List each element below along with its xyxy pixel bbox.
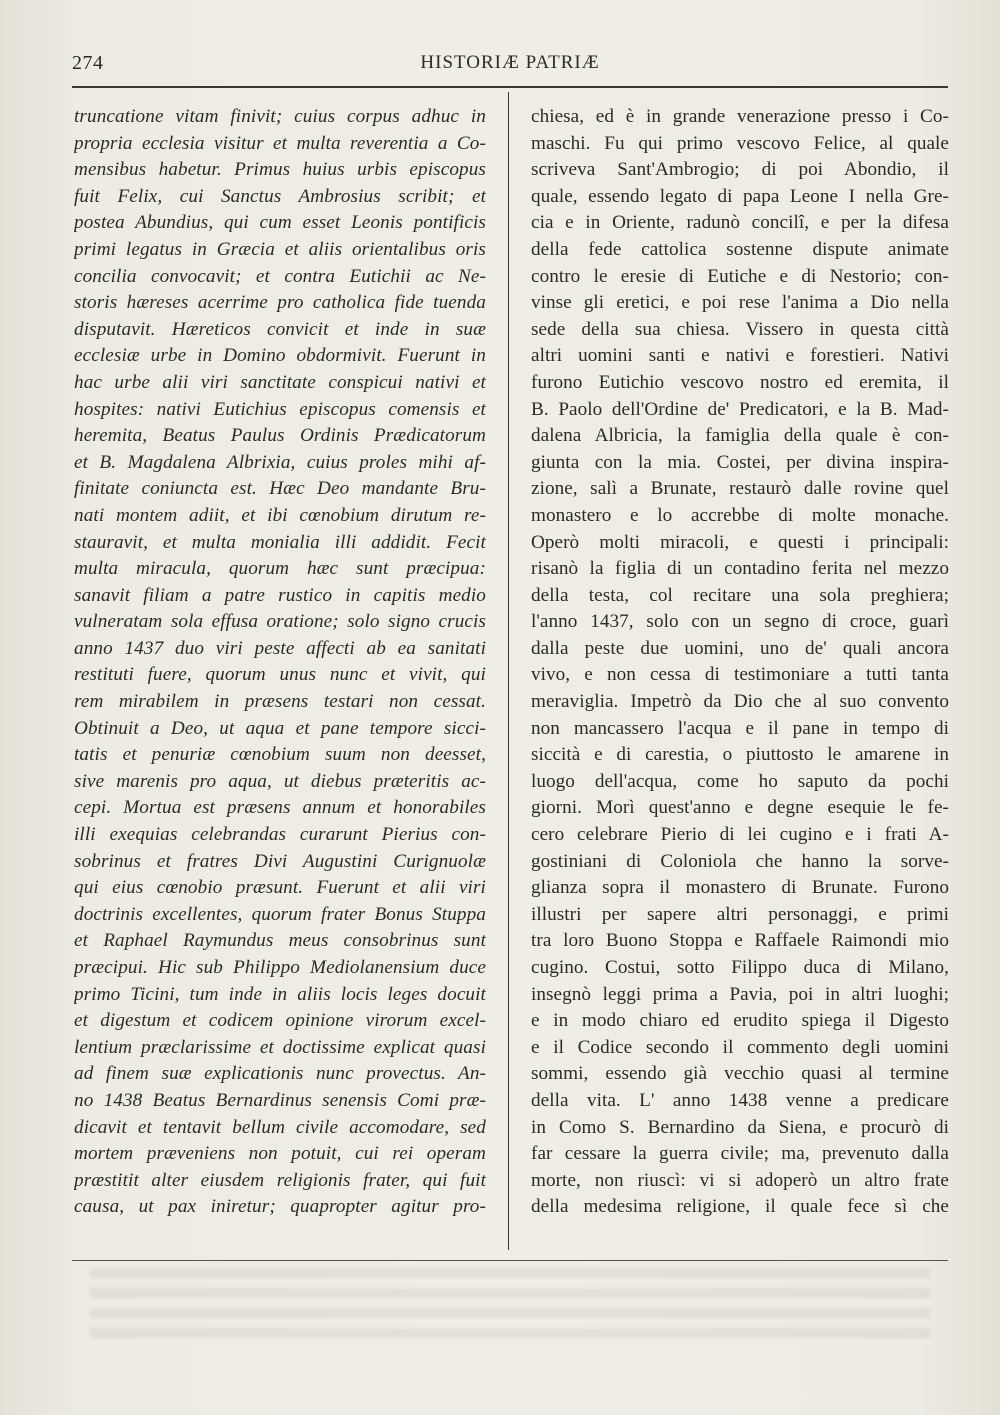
- latin-text-line: sobrinus et fratres Divi Augustini Curignuolæ: [74, 850, 486, 872]
- latin-text-line: concilia convocavit; et contra Eutichii ac Ne-: [74, 265, 486, 287]
- column-divider: [508, 92, 509, 1250]
- italian-text-column: [531, 104, 949, 1221]
- latin-text-line: restituti fuere, quorum unus nunc et vivit, qui: [74, 664, 486, 686]
- italian-text-line: maschi. Fu qui primo vescovo Felice, al quale: [531, 132, 949, 154]
- italian-text-line: glianza sopra il monastero di Brunate. Furono: [531, 877, 949, 899]
- latin-text-line: primi legatus in Græcia et aliis orientalibus oris: [74, 238, 486, 260]
- latin-text-line: et B. Magdalena Albrixia, cuius proles mihi af-: [74, 451, 486, 473]
- italian-text-line: sede della sua chiesa. Vissero in questa città: [531, 318, 949, 340]
- latin-text-column: [74, 104, 486, 1221]
- italian-text-line: della fede cattolica sostenne dispute animate: [531, 238, 949, 260]
- latin-text-line: no 1438 Beatus Bernardinus senensis Comi præ-: [74, 1089, 486, 1111]
- italian-text-line: vinse gli eretici, e poi rese l'anima a Dio nella: [531, 292, 949, 314]
- latin-text-line: et Raphael Raymundus meus consobrinus sunt: [74, 930, 486, 952]
- latin-text-line: primo Ticini, tum inde in aliis locis leges docuit: [74, 983, 486, 1005]
- italian-text-line: siccità e di carestia, o piuttosto le amarene in: [531, 744, 949, 766]
- latin-text-line: illi exequias celebrandas curarunt Pierius con-: [74, 824, 486, 846]
- latin-text-line: heremita, Beatus Paulus Ordinis Prædicatorum: [74, 425, 486, 447]
- page-number: 274: [72, 52, 104, 74]
- latin-text-line: nati montem adiit, et ibi cœnobium dirutum re-: [74, 504, 486, 526]
- italian-text-line: e in modo chiaro ed erudito spiega il Digesto: [531, 1010, 949, 1032]
- italian-text-line: illustri per sapere altri personaggi, e primi: [531, 903, 949, 925]
- italian-text-line: dalla peste due uomini, uno de' quali ancora: [531, 637, 949, 659]
- italian-text-line: tra loro Buono Stoppa e Raffaele Raimondi mio: [531, 930, 949, 952]
- italian-text-line: monastero e lo accrebbe di molte monache.: [531, 504, 949, 526]
- italian-text-line: l'anno 1437, solo con un segno di croce, guarì: [531, 611, 949, 633]
- latin-text-line: storis hæreses acerrime pro catholica fide tuenda: [74, 292, 486, 314]
- italian-text-line: Operò molti miracoli, e questi i principali:: [531, 531, 949, 553]
- italian-text-line: giunta con la mia. Costei, per divina inspira-: [531, 451, 949, 473]
- running-title: HISTORIÆ PATRIÆ: [420, 52, 600, 73]
- latin-text-line: præstitit alter eiusdem religionis frater, qui fuit: [74, 1169, 486, 1191]
- italian-text-line: altri uomini santi e nativi e forestieri. Nativi: [531, 345, 949, 367]
- italian-text-line: della vita. L' anno 1438 venne a predicare: [531, 1089, 949, 1111]
- latin-text-line: præcipui. Hic sub Philippo Mediolanensium duce: [74, 957, 486, 978]
- latin-text-line: multa miracula, quorum hæc sunt præcipua:: [74, 558, 486, 580]
- italian-text-line: cero celebrare Pierio di lei cugino e i frati A-: [531, 824, 949, 846]
- italian-text-line: furono Eutichio vescovo nostro ed eremita, il: [531, 371, 949, 393]
- latin-text-line: rem mirabilem in præsens testari non cessat.: [74, 691, 486, 713]
- latin-text-line: sanavit filiam a patre rustico in capitis medio: [74, 584, 486, 606]
- italian-text-line: scriveva Sant'Ambrogio; di poi Abondio, il: [531, 159, 949, 181]
- latin-text-line: truncatione vitam finivit; cuius corpus adhuc in: [74, 106, 486, 127]
- italian-text-line: morte, non riuscì: vi si adoperò un altro frate: [531, 1169, 949, 1191]
- latin-text-line: sive marenis pro aqua, ut diebus præteritis ac-: [74, 770, 486, 792]
- latin-text-line: Obtinuit a Deo, ut aqua et pane tempore sicci-: [74, 717, 486, 739]
- latin-text-line: causa, ut pax iniretur; quapropter agitur pro-: [74, 1196, 486, 1218]
- latin-text-line: mensibus habetur. Primus huius urbis episcopus: [74, 159, 486, 181]
- italian-text-line: vivo, e non cessa di testimoniare a tutti tanta: [531, 664, 949, 686]
- italian-text-line: giorni. Morì quest'anno e degne esequie le fe-: [531, 797, 949, 819]
- italian-text-line: cugino. Costui, sotto Filippo duca di Milano,: [531, 957, 949, 978]
- italian-text-line: della medesima religione, il quale fece sì che: [531, 1196, 949, 1218]
- italian-text-line: cia e in Oriente, radunò concilî, e per la difesa: [531, 212, 949, 234]
- latin-text-line: hac urbe alii viri sanctitate conspicui nativi et: [74, 371, 486, 393]
- italian-text-line: non mancassero l'acqua e il pane in tempo di: [531, 717, 949, 739]
- italian-text-line: dalena Albricia, la famiglia della quale è con-: [531, 425, 949, 447]
- italian-text-line: contro le eresie di Eutiche e di Nestorio; con-: [531, 265, 949, 287]
- italian-text-line: della testa, col recitare una sola preghiera;: [531, 584, 949, 606]
- italian-text-line: chiesa, ed è in grande venerazione presso i Co-: [531, 106, 949, 127]
- latin-text-line: stauravit, et multa monialia illi addidit. Fecit: [74, 531, 486, 553]
- header-rule: [72, 86, 948, 88]
- footer-rule: [72, 1260, 948, 1261]
- latin-text-line: propria ecclesia visitur et multa reverentia a Co-: [74, 132, 486, 154]
- latin-text-line: ad finem suæ explicationis nunc provectus. An-: [74, 1063, 486, 1085]
- italian-text-line: B. Paolo dell'Ordine de' Predicatori, e la B. Mad-: [531, 398, 949, 420]
- page-header: [72, 52, 948, 82]
- italian-text-line: sommi, essendo già vecchio quasi al termine: [531, 1063, 949, 1085]
- italian-text-line: zione, salì a Brunate, restaurò dalle rovine quel: [531, 478, 949, 500]
- latin-text-line: tatis et penuriæ cœnobium suum non deesset,: [74, 744, 486, 766]
- latin-text-line: lentium præclarissime et doctissime explicat quasi: [74, 1036, 486, 1058]
- latin-text-line: hospites: nativi Eutichius episcopus comensis et: [74, 398, 486, 420]
- italian-text-line: insegnò leggi prima a Pavia, poi in altri luoghi;: [531, 983, 949, 1005]
- latin-text-line: postea Abundius, qui cum esset Leonis pontificis: [74, 212, 486, 234]
- italian-text-line: gostiniani di Coloniola che hanno la sorve-: [531, 850, 949, 872]
- latin-text-line: qui eius cœnobio præsunt. Fuerunt et alii viri: [74, 877, 486, 899]
- latin-text-line: finitate coniuncta est. Hæc Deo mandante Bru-: [74, 478, 486, 500]
- italian-text-line: meraviglia. Impetrò da Dio che al suo convento: [531, 691, 949, 713]
- latin-text-line: vulneratam sola effusa oratione; solo signo crucis: [74, 611, 486, 633]
- latin-text-line: doctrinis excellentes, quorum frater Bonus Stuppa: [74, 903, 486, 925]
- latin-text-line: mortem præveniens non potuit, cui rei operam: [74, 1143, 486, 1165]
- show-through-bleed: [90, 1268, 930, 1348]
- italian-text-line: in Como S. Bernardino da Siena, e procurò di: [531, 1116, 949, 1138]
- italian-text-line: far cessare la guerra civile; ma, prevenuto dalla: [531, 1143, 949, 1165]
- latin-text-line: cepi. Mortua est præsens annum et honorabiles: [74, 797, 486, 819]
- latin-text-line: fuit Felix, cui Sanctus Ambrosius scribit; et: [74, 185, 486, 207]
- latin-text-line: dicavit et tentavit bellum civile accomodare, sed: [74, 1116, 486, 1138]
- latin-text-line: et digestum et codicem opinione virorum excel-: [74, 1010, 486, 1032]
- italian-text-line: quale, essendo legato di papa Leone I nella Gre-: [531, 185, 949, 207]
- latin-text-line: ecclesiæ urbe in Domino obdormivit. Fuerunt in: [74, 345, 486, 367]
- italian-text-line: e il Codice secondo il commento degli uomini: [531, 1036, 949, 1058]
- italian-text-line: luogo dell'acqua, come ho saputo da pochi: [531, 770, 949, 792]
- latin-text-line: anno 1437 duo viri peste affecti ab ea sanitati: [74, 637, 486, 659]
- latin-text-line: disputavit. Hæreticos convicit et inde in suæ: [74, 318, 486, 340]
- italian-text-line: risanò la figlia di un contadino ferita nel mezzo: [531, 558, 949, 580]
